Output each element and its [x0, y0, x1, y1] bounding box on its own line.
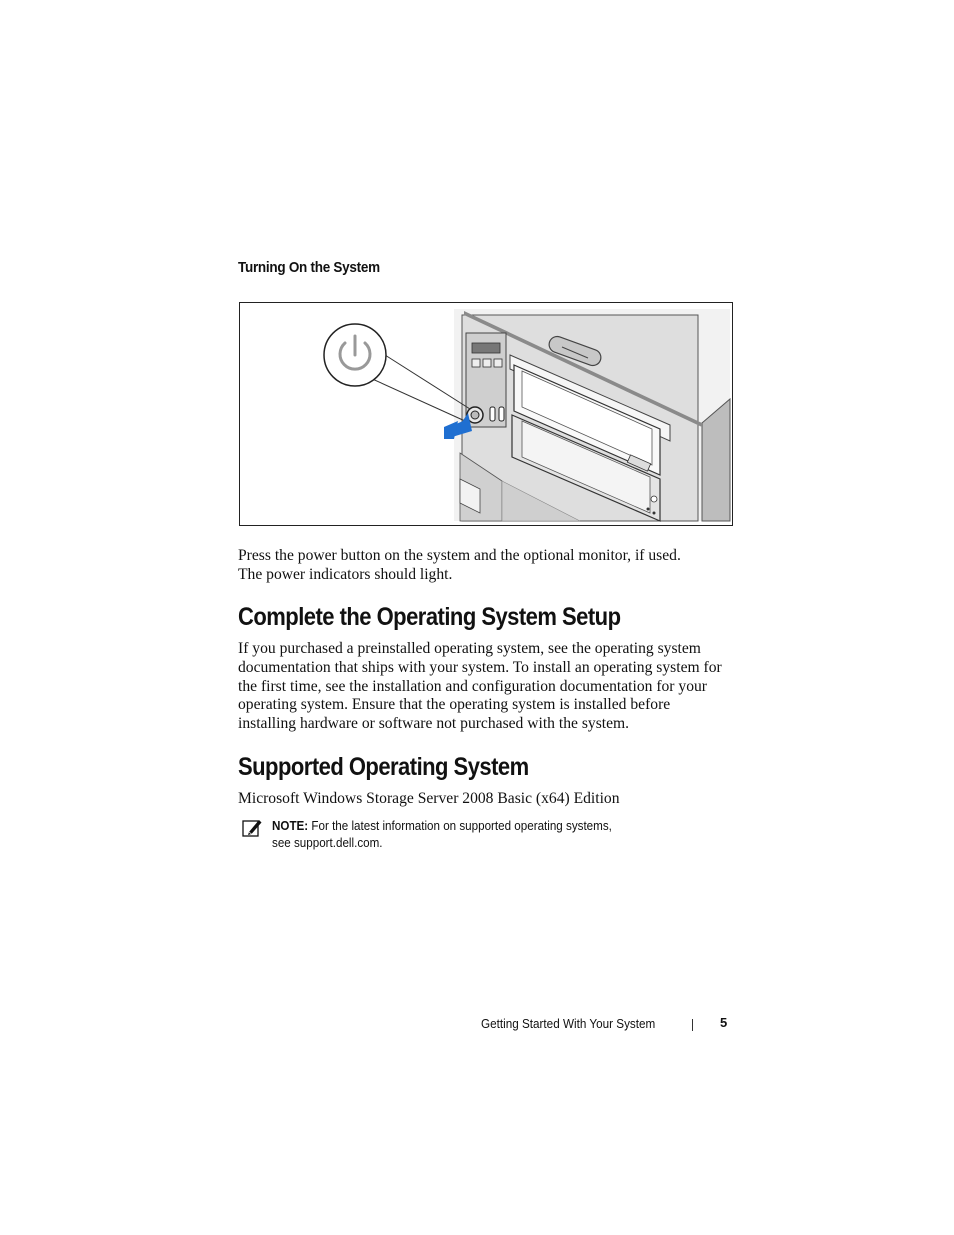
power-instructions-line: Press the power button on the system and the optional monitor, if used.: [238, 547, 681, 564]
heading-supported-os: Supported Operating System: [238, 753, 529, 781]
os-setup-line: installing hardware or software not purchased with the system.: [238, 715, 630, 733]
footer-title: Getting Started With Your System: [481, 1016, 656, 1031]
supported-os-text: [238, 790, 738, 809]
support-link[interactable]: support.dell.com: [293, 836, 380, 850]
note-body: For the latest information on supported operating systems,: [308, 819, 612, 833]
power-instructions-line: The power indicators should light.: [238, 565, 453, 583]
supported-os-line: Microsoft Windows Storage Server 2008 Basic (x64) Edition: [238, 790, 620, 807]
pencil-note-icon: [242, 818, 262, 838]
os-setup-line: documentation that ships with your system. To install an operating system for: [238, 658, 722, 676]
note-text: [272, 818, 700, 852]
os-setup-line: If you purchased a preinstalled operating system, see the operating system: [238, 640, 701, 657]
os-setup-line: operating system. Ensure that the operating system is installed before: [238, 696, 671, 714]
power-instructions: [238, 547, 738, 585]
note-label: NOTE:: [272, 819, 309, 833]
power-button-figure: [239, 302, 733, 526]
note-body-suffix: .: [379, 836, 383, 850]
subheading-turning-on: Turning On the System: [238, 259, 380, 276]
footer-separator: [692, 1019, 693, 1031]
heading-os-setup: Complete the Operating System Setup: [238, 603, 621, 631]
system-front-panel: [454, 309, 730, 521]
power-symbol-callout-icon: [324, 324, 386, 386]
note-body-prefix: see: [272, 836, 294, 850]
page-number: 5: [720, 1015, 728, 1030]
os-setup-line: the first time, see the installation and configuration documentation for your: [238, 677, 707, 695]
os-setup-paragraph: [238, 640, 738, 734]
